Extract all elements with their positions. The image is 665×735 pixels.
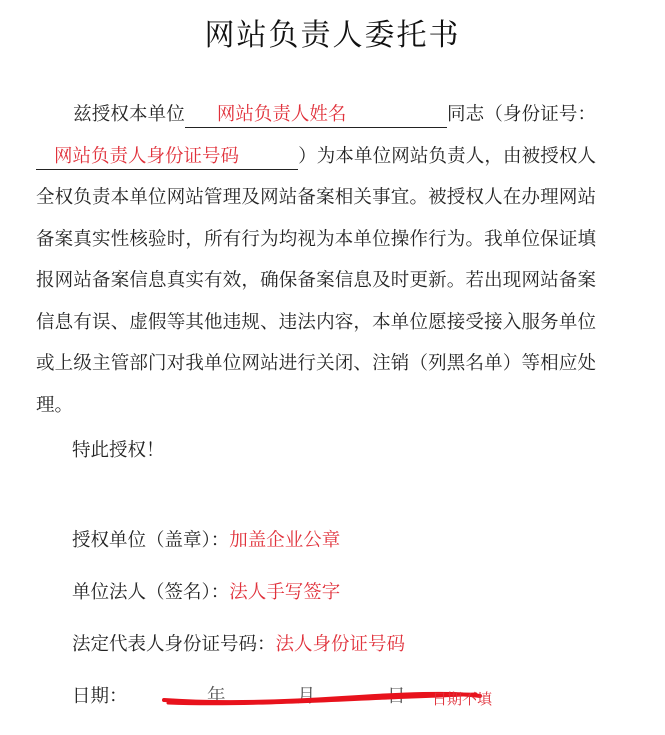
date-day: 日 [387, 686, 406, 707]
date-year: 年 [207, 686, 226, 707]
authorization-paragraph [36, 94, 596, 426]
authorizing-unit-label: 授权单位（盖章）： [72, 530, 230, 551]
legal-person-row [72, 578, 340, 604]
authorizing-unit-value: 加盖企业公章 [229, 530, 341, 551]
person-name-field [185, 103, 447, 128]
legal-person-value: 法人手写签字 [229, 582, 341, 603]
legal-rep-id-row [72, 630, 405, 656]
authorizing-unit-row [72, 526, 340, 552]
date-label: 日期： [72, 686, 128, 707]
person-id-placeholder: 网站负责人身份证号码 [54, 145, 240, 167]
date-month: 月 [297, 686, 316, 707]
paragraph-mid: 同志（身份证号： [446, 104, 596, 125]
person-id-field [36, 145, 298, 170]
legal-rep-id-label: 法定代表人身份证号码： [72, 634, 276, 655]
legal-person-label: 单位法人（签名）： [72, 582, 230, 603]
legal-rep-id-value: 法人身份证号码 [275, 634, 406, 655]
person-name-placeholder: 网站负责人姓名 [216, 104, 347, 125]
paragraph-prefix: 兹授权本单位 [73, 104, 185, 125]
date-note: 日期不填 [432, 690, 493, 708]
paragraph-rest: ）为本单位网站负责人，由被授权人全权负责本单位网站管理及网站备案相关事宜。被授权人在办理网站备案真实性核验时，所有行为均视为本单位操作行为。我单位保证填报网站备案信息真实有效，确保备案信息及时更新。若出现网站备案信息有误、虚假等其他违规、违法内容，本单位愿接受接入服务单位或上级主管部门对我单位网站进行关闭、注销（列黑名单）等相应处理。 [36, 145, 596, 416]
document-title: 网站负责人委托书 [204, 18, 461, 53]
date-row [72, 676, 532, 712]
special-authorization: 特此授权！ [72, 440, 165, 461]
